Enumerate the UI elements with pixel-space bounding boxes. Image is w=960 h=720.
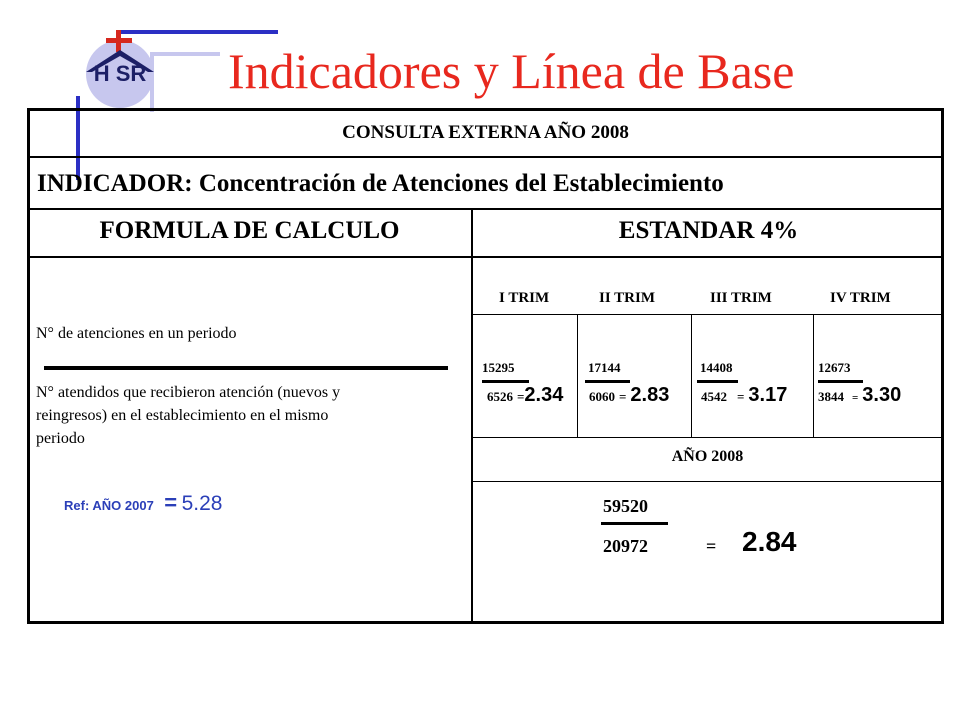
trim2-fraction-bar [585,380,630,383]
trim1-numerator: 15295 [482,360,515,375]
trim2-result-line [589,384,669,407]
trim1-fraction-bar [482,380,529,383]
formula-header: FORMULA DE CALCULO [99,217,400,244]
formula-denominator-line3: periodo [36,430,85,447]
trim2-equals: = [619,389,627,404]
decorative-line-light-h [150,52,220,56]
anio-result: 2.84 [742,526,797,557]
page-title: Indicadores y Línea de Base [228,43,795,99]
trim3-numerator: 14408 [700,360,733,375]
trim2-denominator: 6060 [589,389,615,404]
trim3-equals: = [737,389,745,404]
trim1-result-line [487,384,563,407]
trim-label-4: IV TRIM [830,290,891,306]
anio-label: AÑO 2008 [671,448,744,465]
trim1-result: 2.34 [524,384,564,406]
formula-fraction-bar [44,366,448,370]
hospital-logo [80,30,158,110]
trim3-fraction-bar [697,380,738,383]
row-divider-1 [27,156,944,158]
reference-value: 5.28 [181,492,223,515]
trim4-result-line [818,384,901,407]
trim4-denominator: 3844 [818,389,844,404]
column-divider [471,208,473,622]
row-divider-3 [27,256,944,258]
formula-denominator-line1: N° atendidos que recibieron atención (nuevos y [36,384,341,401]
anio-fraction-bar [601,522,668,525]
reference-2007 [64,490,222,516]
indicador-row [37,170,724,198]
indicador-value: Concentración de Atenciones del Establecimiento [198,170,724,197]
logo-text: H SR [93,61,147,86]
trim2-numerator: 17144 [588,360,621,375]
reference-equals: = [164,490,178,515]
trim-label-3: III TRIM [710,290,772,306]
trim-label-2: II TRIM [599,290,655,306]
row-divider-2 [27,208,944,210]
formula-numerator: N° de atenciones en un periodo [36,325,237,342]
trim-col-div-3 [813,315,814,437]
anio-denominator: 20972 [603,536,648,556]
anio-equals: = [706,536,717,556]
trim1-equals: = [517,389,525,404]
trim3-result-line [701,384,787,407]
anio-numerator: 59520 [603,496,648,516]
trim3-denominator: 4542 [701,389,727,404]
trim-label-1: I TRIM [499,290,550,306]
trim4-equals: = [852,392,859,404]
anio-divider-top [473,437,942,438]
trim4-numerator: 12673 [818,360,851,375]
trim-col-div-2 [691,315,692,437]
anio-divider-bottom [473,481,942,482]
trim1-denominator: 6526 [487,389,513,404]
estandar-header: ESTANDAR 4% [618,217,799,244]
trim-divider-bottom [473,314,942,315]
logo-letters [92,61,148,86]
trim3-result: 3.17 [748,384,788,406]
trim4-fraction-bar [818,380,863,383]
consulta-header: CONSULTA EXTERNA AÑO 2008 [342,122,629,143]
indicador-label: INDICADOR: [37,170,193,197]
trim4-result: 3.30 [862,384,902,406]
trim-col-div-1 [577,315,578,437]
trim2-result: 2.83 [630,384,670,406]
formula-denominator-line2: reingresos) en el establecimiento en el mismo [36,407,329,424]
reference-label: Ref: AÑO 2007 [64,498,154,513]
